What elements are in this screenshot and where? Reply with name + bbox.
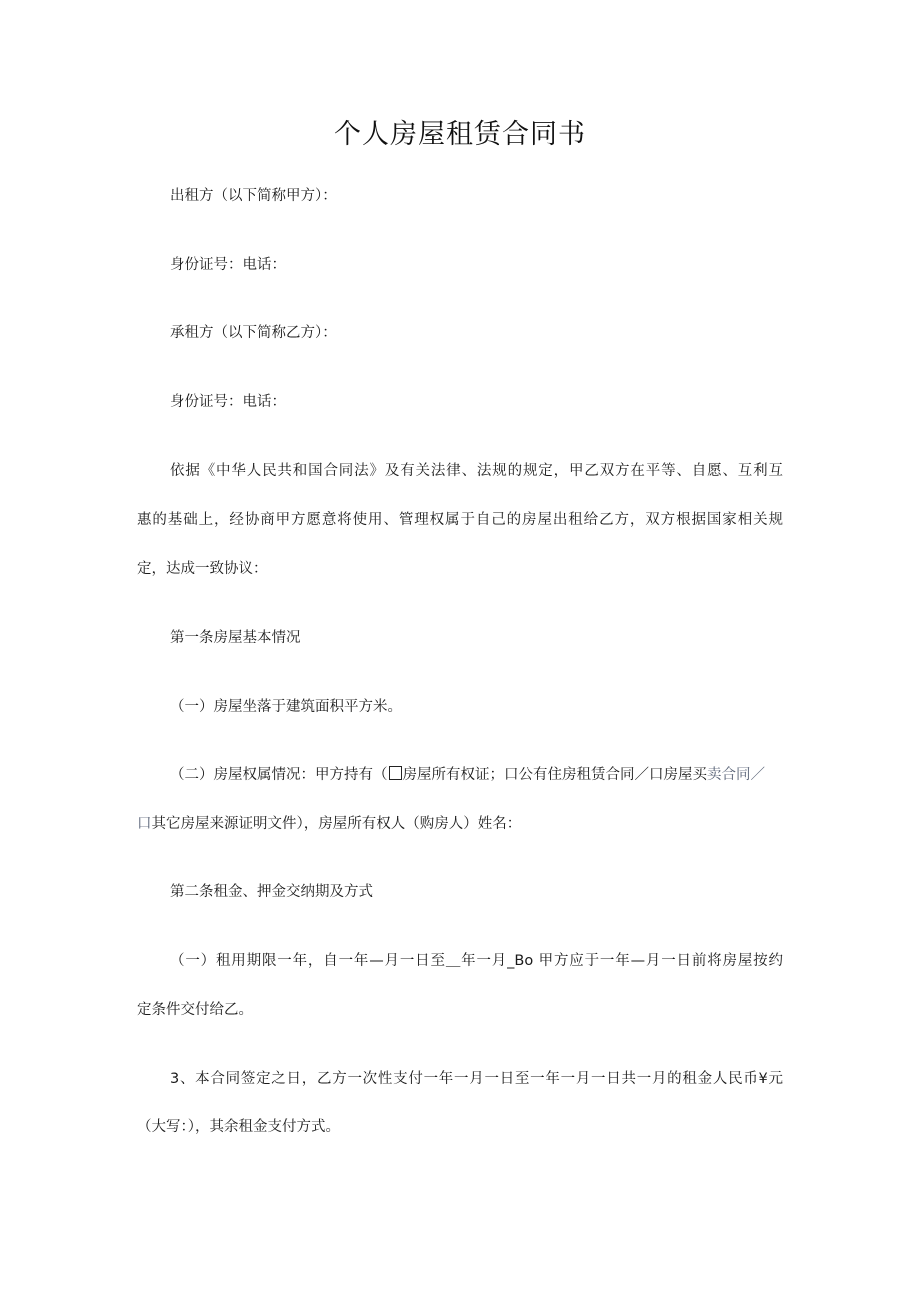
article-2-item-1-line-1: （一）租用期限一年，自一年—月一日至＿年一月_Bo 甲方应于一年—月一日前将房屋按约 xyxy=(170,953,783,969)
article-1-item-2-line-1 xyxy=(170,765,765,785)
article-2-item-3-line-2: （大写：），其余租金支付方式。 xyxy=(137,1119,340,1135)
preamble-line-1: 依据《中华人民共和国合同法》及有关法律、法规的规定，甲乙双方在平等、自愿、互利互 xyxy=(170,463,783,479)
document-title: 个人房屋租赁合同书 xyxy=(334,119,586,150)
checkbox-icon xyxy=(389,766,402,780)
article-2-heading: 第二条租金、押金交纳期及方式 xyxy=(170,884,373,900)
preamble-line-3: 定，达成一致协议： xyxy=(137,561,268,577)
lessee-id-phone: 身份证号：电话： xyxy=(170,394,286,410)
article-1-item-2-text-d: 其它房屋来源证明文件），房屋所有权人（购房人）姓名： xyxy=(151,816,522,832)
article-2-item-1-line-2: 定条件交付给乙。 xyxy=(137,1002,253,1018)
preamble-line-2: 惠的基础上，经协商甲方愿意将使用、管理权属于自己的房屋出租给乙方，双方根据国家相关规 xyxy=(137,512,783,528)
lessor-id-phone: 身份证号：电话： xyxy=(170,257,286,273)
article-1-item-2-text-b: 房屋所有权证；口公有住房租赁合同／口房屋买 xyxy=(402,767,707,783)
article-1-item-1: （一）房屋坐落于建筑面积平方米。 xyxy=(170,699,402,715)
lessee-label: 承租方（以下简称乙方）： xyxy=(170,325,337,341)
article-1-heading: 第一条房屋基本情况 xyxy=(170,630,301,646)
article-1-item-2-box-glyph: 口 xyxy=(137,816,152,832)
article-1-item-2-text-c: 卖合同／ xyxy=(707,767,765,783)
article-1-item-2-text-a: （二）房屋权属情况：甲方持有（ xyxy=(170,767,388,783)
article-2-item-3-line-1: 3、本合同签定之日，乙方一次性支付一年一月一日至一年一月一日共一月的租金人民币¥元 xyxy=(170,1071,783,1087)
article-1-item-2-line-2 xyxy=(137,814,521,834)
lessor-label: 出租方（以下简称甲方）： xyxy=(170,188,337,204)
